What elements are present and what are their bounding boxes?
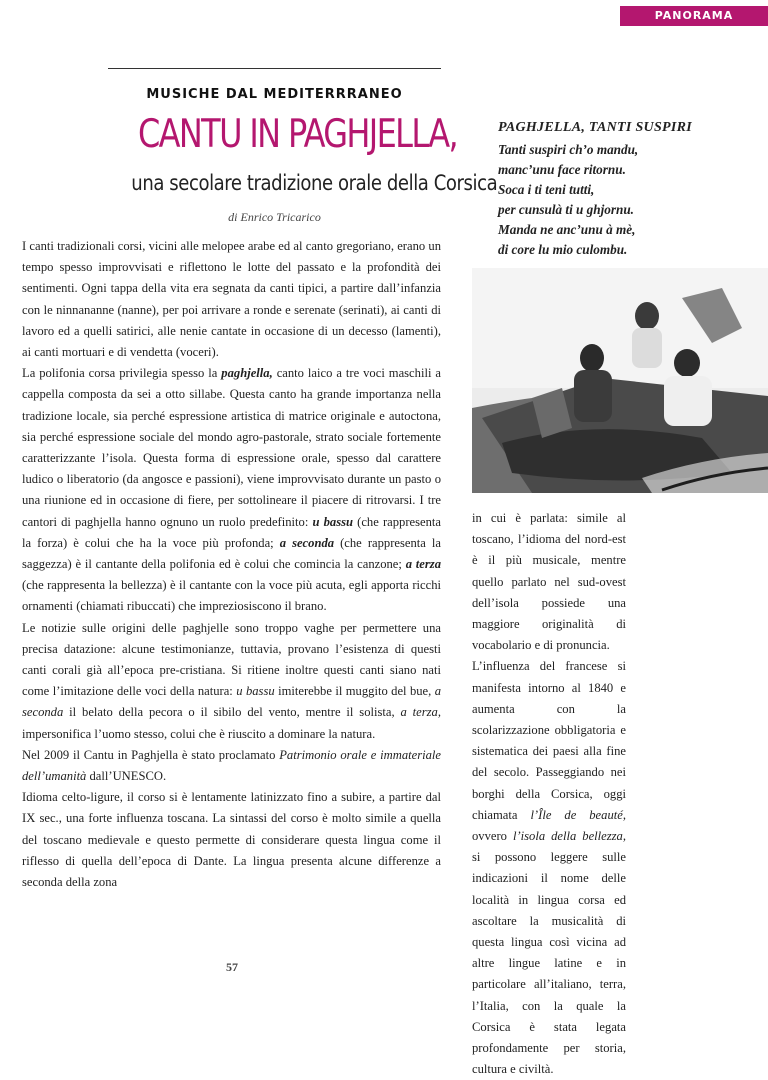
term-isola-bellezza: l’isola della bellezza, [512,829,626,844]
paragraph-dialetti: in cui è parlata: simile al toscano, l’idioma del nord-est è il più musicale, mentre quello parlato nel sud-ovest dell’isola possiede una maggiore originalità di vocabolario e di pronuncia. [472,511,626,653]
header-rule [108,68,441,69]
section-tab-label: PANORAMA [620,6,768,26]
page-number: 57 [226,960,238,974]
term-bassu: u bassu [312,514,354,529]
term-bassu-italic: u bassu [236,684,275,699]
term-ile-de-beaute: l’Île de beauté, [530,807,626,822]
kicker: MUSICHE DAL MEDITERRRANEO [146,87,403,102]
paragraph-francese [472,656,626,1080]
paragraph-idioma: Idioma celto-ligure, il corso si è lentamente latinizzato fino a subire, a partire dal IX sec., una forte influenza toscana. La sintassi del corso è molto simile a quella del toscano medievale e questo permette di considerare questa lingua come il riflesso di quella dell’epoca di Dante. La lingua presenta alcune differenze a seconda della zona [22,790,441,890]
term-terza-italic: a terza, [400,705,442,720]
paragraph-unesco [22,745,441,787]
term-terza: a terza [405,557,441,572]
poem-line: di core lu mio culombu. [498,242,628,257]
term-seconda-italic: a seconda [22,684,442,720]
text-span: L’influenza del francese si manifesta intorno al 1840 e aumenta con la scolarizzazione obbligatoria e sistematica dei paesi alla fine del secolo. Passeggiando nei borghi della Corsica, oggi chiamata [472,659,626,822]
text-span: La polifonia corsa privilegia spesso la [22,366,222,381]
text-span: impersonifica l’uomo stesso, colui che è riuscito a dominare la natura. [22,726,376,741]
poem-line: Soca i ti teni tutti, [498,182,595,197]
text-span: dall’UNESCO. [86,769,167,784]
paragraph-intro: I canti tradizionali corsi, vicini alle melopee arabe ed al canto gregoriano, erano un tempo spesso improvvisati e riflettono le lotte del passato e la profondità dei sentimenti. Ogni tappa della vita era segnata da canti tipici, a partire dall’infanzia con le ninnananne (nanne), per poi arrivare a ronde e serenate (serinati), ai canti di lavoro ed a quelli satirici, alle nenie cantate in occasione di un decesso (lamenti), ai canti mortuari e di vendetta (voceri). [22,239,441,360]
text-span: Le notizie sulle origini delle paghjelle sono troppo vaghe per permettere una precisa datazione: alcune testimonianze, tuttavia, provano l’esistenza di questi canti corali già all’epoca pre-cristiana. Si ritiene inoltre questi canti siano nati come l’imitazione delle voci della natura: [22,620,441,699]
poem-line: Manda ne anc’unu à mè, [498,222,636,237]
term-seconda: a seconda [279,535,335,550]
poem-line: Tanti suspiri ch’o mandu, [498,142,639,157]
poem-box [498,118,738,260]
text-span: imiterebbe il muggito del bue, [274,684,435,699]
text-span: canto laico a tre voci maschili a cappella composta da sei a otto sillabe. Questa canto ha grande importanza nella tradizione locale, sia perché espressione artistica di matrice originale e autoctona, sia perché espressione sociale del mondo agro-pastorale, strato sociale fortemente caratterizzante l’isola. Questa forma di espressione orale, spesso dal carattere ludico o liberatorio (da angosce e passioni), viene improvvisato durante un pasto o una riunione ed in occasione di fiere, per sottolineare il piacere di ritrovarsi. I tre cantori di paghjella hanno ognuno un ruolo predefinito: [22,366,441,529]
article-body-left [22,236,441,893]
term-paghjella: paghjella, [221,366,273,381]
poem-line: manc’unu face ritornu. [498,162,626,177]
text-span: (che rappresenta la forza) è colui che ha la voce più profonda; [22,514,441,550]
byline: di Enrico Tricarico [228,210,321,224]
paragraph-polifonia [22,363,441,617]
text-span: ovvero [472,829,513,844]
photo-illustration [472,268,768,493]
text-span: Nel 2009 il Cantu in Paghjella è stato proclamato [22,747,280,762]
article-body-right [472,508,626,1080]
paragraph-origini [22,618,441,745]
headline: CANTU IN PAGHJELLA, [137,112,458,157]
term-patrimonio: Patrimonio orale e immateriale dell’umanità [22,747,441,784]
photo-fishermen-boat [472,268,768,493]
poem-line: per cunsulà ti u ghjornu. [498,202,634,217]
text-span: il belato della pecora o il sibilo del vento, mentre il solista, [63,705,401,720]
text-span: (che rappresenta la bellezza) è il cantante con la voce più acuta, egli apporta ricchi ornamenti (chiamati ribuccati) che impreziosiscono il brano. [22,578,441,614]
subheadline: una secolare tradizione orale della Corsica [131,171,498,195]
poem-title: PAGHJELLA, TANTI SUSPIRI [498,120,693,135]
text-span: (che rappresenta la saggezza) è il cantante della polifonia ed è colui che comincia la canzone; [22,535,441,572]
text-span: si possono leggere sulle indicazioni il nome delle località in lingua corsa ed ascoltare la musicalità di questa lingua così vicina ad altre lingue latine e in particolare all’italiano, terra, l’Italia, con la quale la Corsica è stata legata profondamente per storia, cultura e civiltà. [472,850,626,1077]
